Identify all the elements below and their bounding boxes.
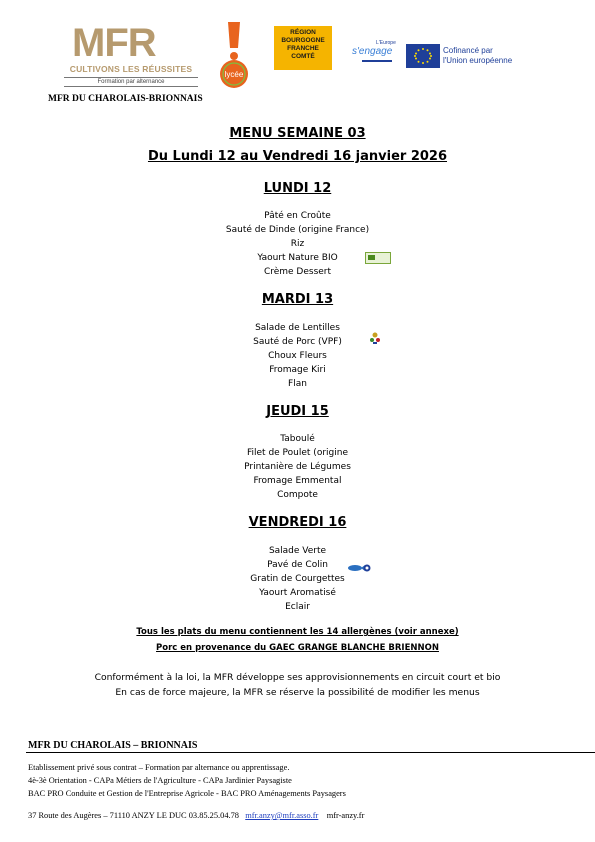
menu-item: Eclair <box>285 602 310 612</box>
region-line: COMTÉ <box>291 53 315 60</box>
footer-divider <box>26 752 595 753</box>
menu-item: Fromage Kiri <box>269 365 326 375</box>
menu-item: Pavé de Colin <box>267 560 328 570</box>
europe-engage-logo <box>352 40 404 70</box>
region-logo <box>274 26 332 70</box>
eu-flag-icon <box>406 44 440 68</box>
menu-item: Salade Verte <box>268 546 327 556</box>
eu-text-line2: l'Union européenne <box>443 56 513 65</box>
menu-item: Yaourt Aromatisé <box>259 588 336 598</box>
menu-item: Riz <box>290 239 305 249</box>
menu-item: Printanière de Légumes <box>244 462 351 472</box>
msc-fish-icon <box>347 560 371 570</box>
menu-item: Filet de Poulet (origine <box>247 448 348 458</box>
footer-website[interactable]: mfr-anzy.fr <box>326 811 365 820</box>
eu-text-line1: Cofinancé par <box>443 46 493 55</box>
menu-title: MENU SEMAINE 03 <box>229 126 366 141</box>
lycee-logo <box>214 22 254 88</box>
mfr-logo-text: MFR <box>72 21 156 65</box>
footer-title: MFR DU CHAROLAIS – BRIONNAIS <box>28 740 198 751</box>
allergen-note: Tous les plats du menu contiennent les 14 allergènes (voir annexe) <box>136 627 459 637</box>
menu-item: Compote <box>277 490 318 500</box>
menu-item: Gratin de Courgettes <box>250 574 345 584</box>
lycee-label: lycée <box>224 70 244 79</box>
footer-line3: BAC PRO Conduite et Gestion de l'Entreprise Agricole - BAC PRO Aménagements Paysagers <box>28 789 346 798</box>
eu-cofinance-text <box>443 46 512 66</box>
footer-address: 37 Route des Augères – 71110 ANZY LE DUC 03.85.25.04.78 <box>28 811 239 820</box>
region-line: FRANCHE <box>287 45 319 52</box>
menu-item: Sauté de Porc (VPF) <box>253 337 342 347</box>
mfr-logo <box>64 20 198 92</box>
day-heading-lundi: LUNDI 12 <box>263 181 332 196</box>
mfr-tagline: CULTIVONS LES RÉUSSITES <box>69 64 193 74</box>
menu-item: Salade de Lentilles <box>255 323 340 333</box>
footer-line1: Etablissement privé sous contrat – Formation par alternance ou apprentissage. <box>28 763 290 772</box>
menu-subtitle: Du Lundi 12 au Vendredi 16 janvier 2026 <box>147 149 448 164</box>
menu-item: Flan <box>288 379 307 389</box>
force-majeure-note: En cas de force majeure, la MFR se réserve la possibilité de modifier les menus <box>115 687 480 698</box>
menu-item: Crème Dessert <box>263 267 332 277</box>
region-line: BOURGOGNE <box>281 37 325 44</box>
menu-item: Taboulé <box>280 434 315 444</box>
pork-origin-note: Porc en provenance du GAEC GRANGE BLANCHE BRIENNON <box>156 643 439 653</box>
law-note: Conformément à la loi, la MFR développe ses approvisionnements en circuit court et bio <box>94 672 501 683</box>
footer-contact <box>28 810 364 822</box>
bio-label-icon <box>365 252 391 264</box>
day-heading-mardi: MARDI 13 <box>261 292 334 307</box>
menu-item: Choux Fleurs <box>268 351 327 361</box>
menu-item: Yaourt Nature BIO <box>257 253 338 263</box>
mfr-formation: Formation par alternance <box>64 77 198 87</box>
day-heading-jeudi: JEUDI 15 <box>266 404 329 419</box>
menu-item: Fromage Emmental <box>253 476 342 486</box>
footer-email-link[interactable]: mfr.anzy@mfr.asso.fr <box>245 811 319 820</box>
vpf-label-icon <box>369 331 381 345</box>
day-heading-vendredi: VENDREDI 16 <box>248 515 347 530</box>
footer-line2: 4è-3è Orientation - CAPa Métiers de l'Agriculture - CAPa Jardinier Paysagiste <box>28 776 292 785</box>
mfr-name: MFR DU CHAROLAIS-BRIONNAIS <box>48 94 203 104</box>
menu-item: Pâté en Croûte <box>264 211 331 221</box>
europe-engage-small: L'Europe <box>376 40 396 46</box>
region-line: RÉGION <box>290 29 316 36</box>
menu-item: Sauté de Dinde (origine France) <box>225 225 370 235</box>
europe-engage-big: s'engage <box>352 46 393 57</box>
